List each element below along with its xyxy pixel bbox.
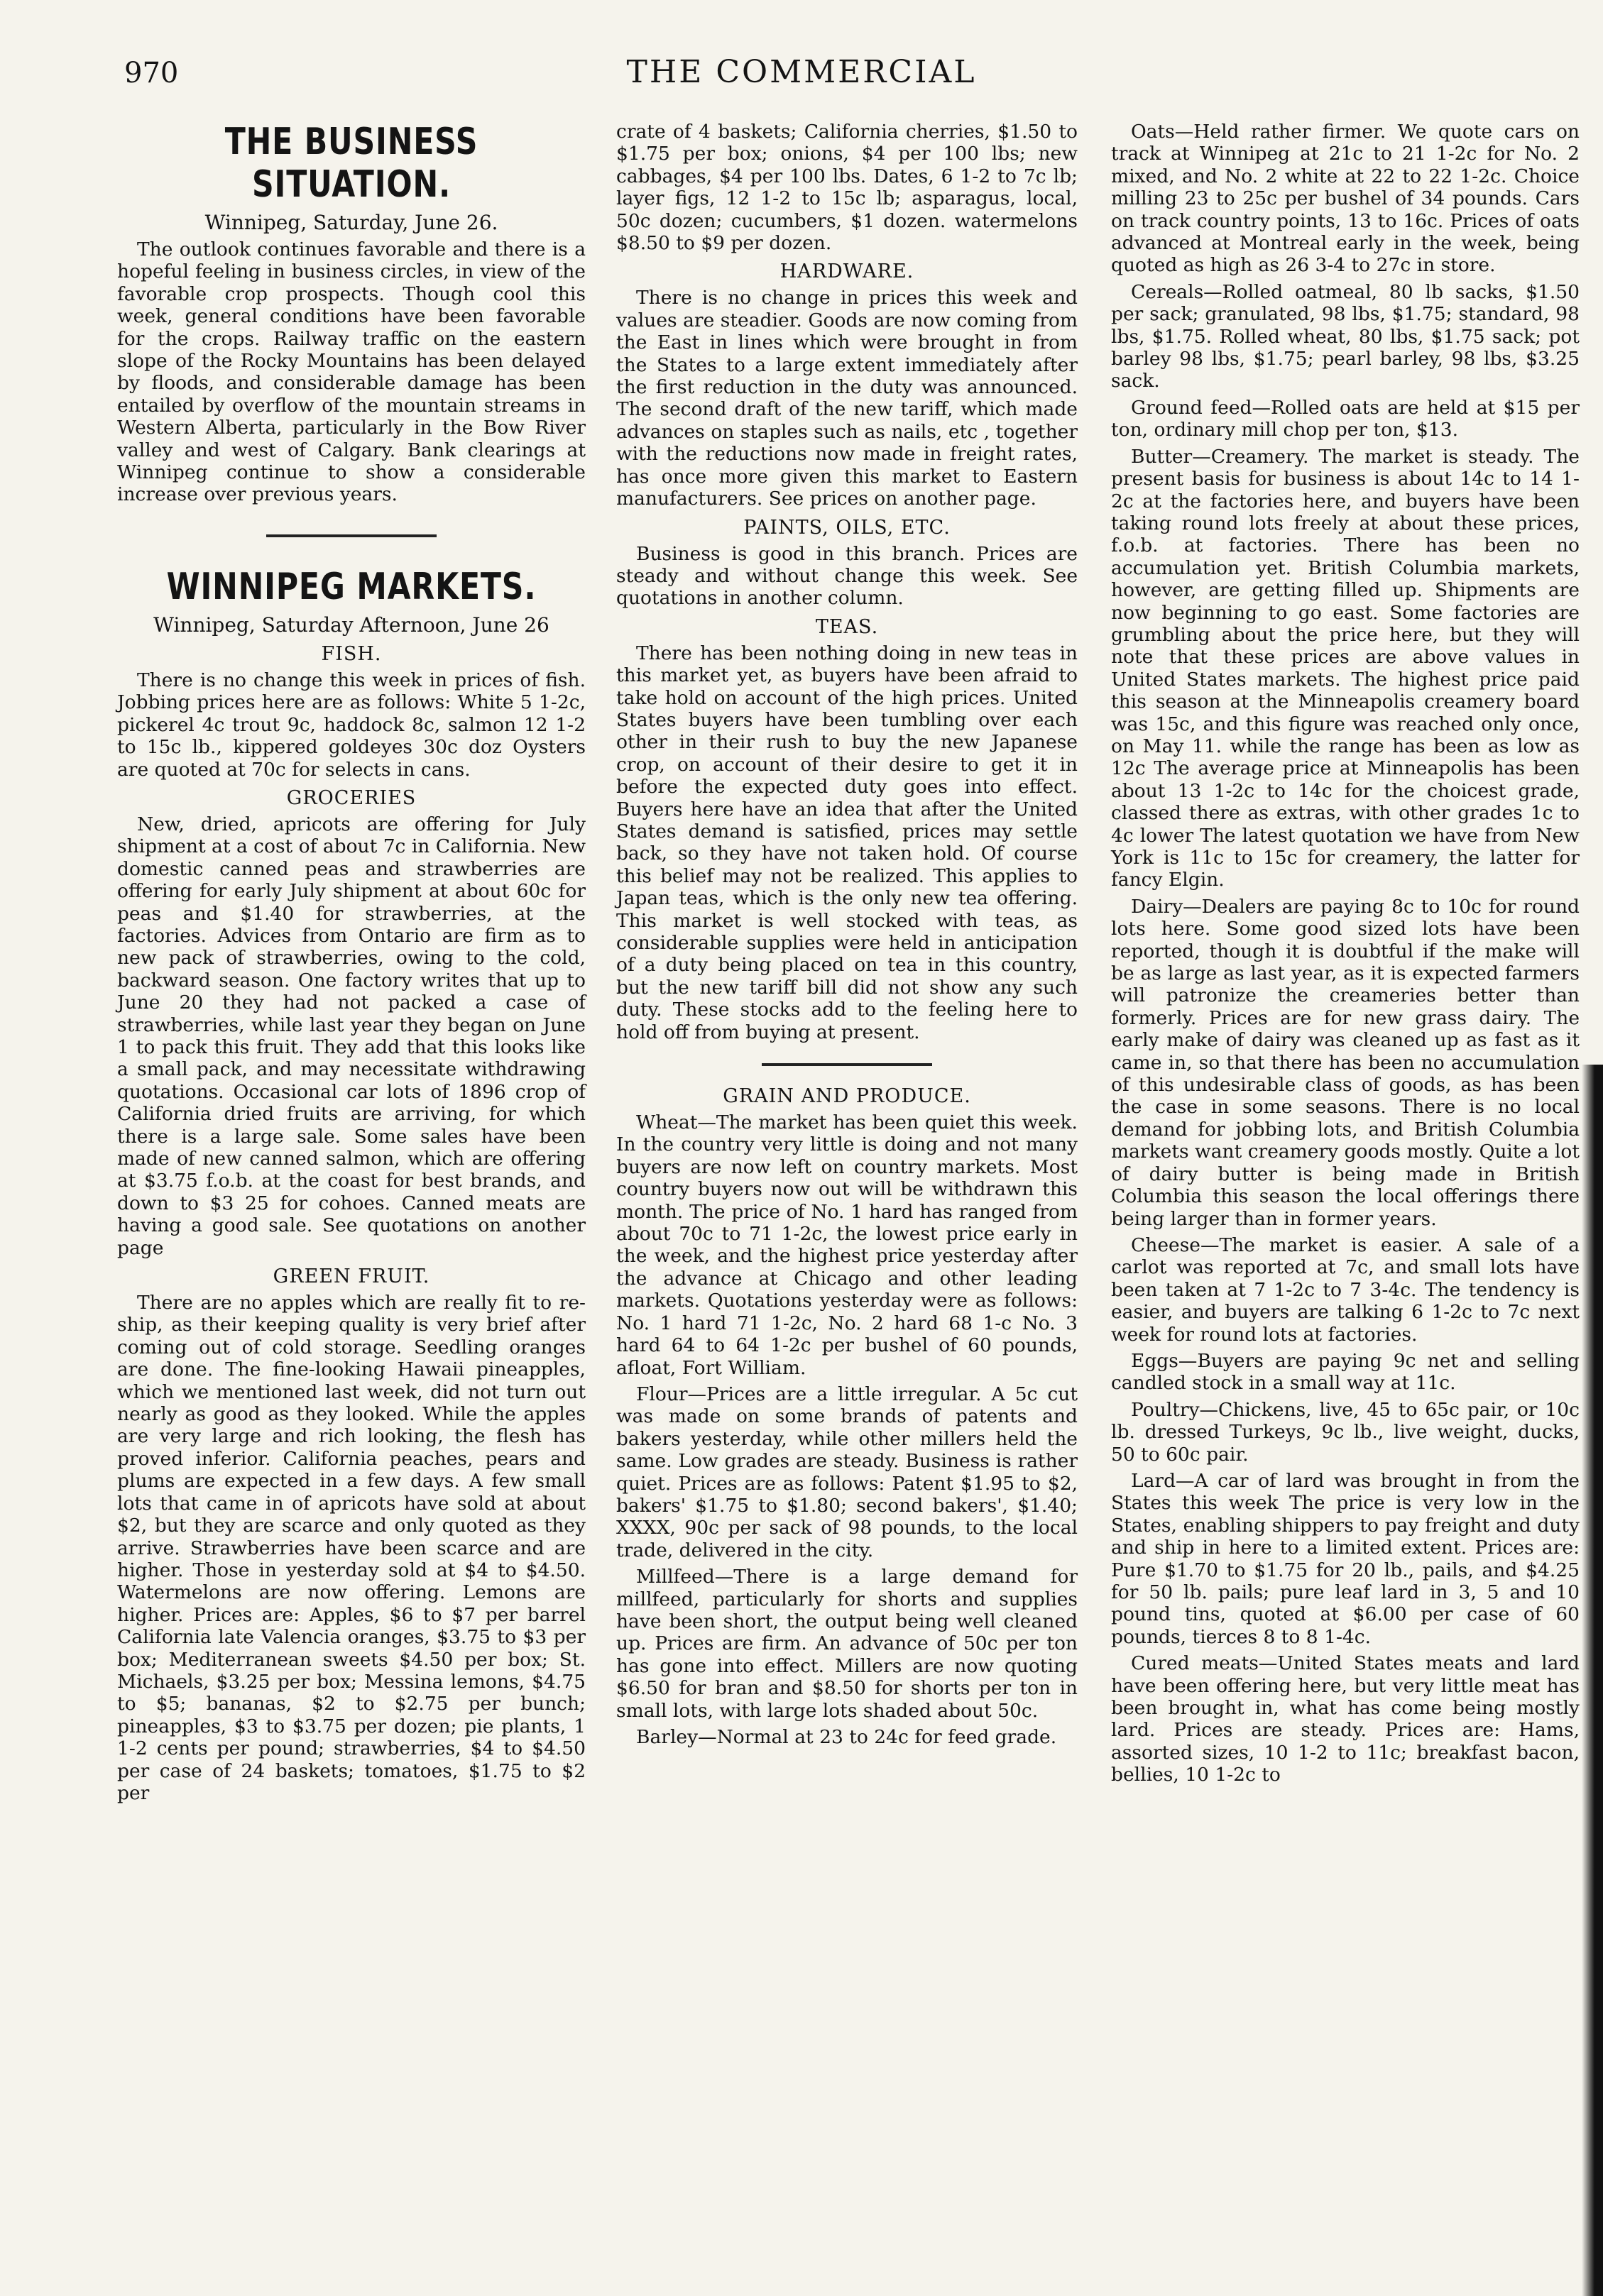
cereals-paragraph: Cereals—Rolled oatmeal, 80 lb sacks, $1.50 per sack; granulated, 98 lbs, $1.75; standard, 98 lbs, $1.75. Rolled wheat, 80 lbs, $1.75 sack; pot barley 98 lbs, $1.75; pearl barley, 98 lbs, $3.25 sack. bbox=[1111, 280, 1580, 392]
poultry-paragraph: Poultry—Chickens, live, 45 to 65c pair, or 10c lb. dressed Turkeys, 9c lb., live weight, ducks, 50 to 60c pair. bbox=[1111, 1398, 1580, 1466]
lard-paragraph: Lard—A car of lard was brought in from the States this week The price is very low in the States, enabling shippers to pay freight and duty and ship in here to a limited extent. Prices are: Pure $1.70 to $1.75 for 20 lb., pails, and $4.25 for 50 lb. pails; pure leaf lard in 3, 5 and 10 pound tins, quoted at $6.00 per case of 60 pounds, tierces 8 to 8 1-4c. bbox=[1111, 1469, 1580, 1648]
fish-subhead: FISH. bbox=[321, 642, 382, 665]
page-edge-shadow bbox=[1582, 1065, 1603, 2296]
page-header bbox=[0, 44, 1603, 108]
green-fruit-subhead: GREEN FRUIT. bbox=[273, 1265, 430, 1288]
section-divider bbox=[762, 1063, 932, 1066]
column-3 bbox=[1111, 121, 1580, 1791]
teas-subhead: TEAS. bbox=[815, 615, 879, 638]
fish-paragraph: There is no change this week in prices of fish. Jobbing prices here are as follows: White 5 1-2c, pickerel 4c trout 9c, haddock 8c, salmon 12 1-2 to 15c lb., kippered goldeyes 30c doz Oysters are quoted at 70c for selects in cans. bbox=[117, 669, 586, 781]
millfeed-paragraph: Millfeed—There is a large demand for millfeed, particularly for shorts and supplies have been short, the output being well cleaned up. Prices are firm. An advance of 50c per ton has gone into effect. Millers are now quoting $6.50 for bran and $8.50 for shorts per ton in small lots, with large lots shaded about 50c. bbox=[616, 1566, 1078, 1722]
oats-paragraph: Oats—Held rather firmer. We quote cars on track at Winnipeg at 21c to 21 1-2c for No. 2 mixed, and No. 2 white at 22 to 22 1-2c. Choice milling 23 to 25c per bushel of 34 pounds. Cars on track country points, 13 to 16c. Prices of oats advanced at Montreal early in the week, being quoted as high as 26 3-4 to 27c in store. bbox=[1111, 121, 1580, 277]
business-situation-headline: THE BUSINESS SITUATION. bbox=[224, 121, 478, 206]
paints-paragraph: Business is good in this branch. Prices are steady and without change this week. See quotations in another column. bbox=[616, 542, 1078, 610]
cured-meats-paragraph: Cured meats—United States meats and lard have been offering here, but very little meat has been brought in, what has come being mostly lard. Prices are steady. Prices are: Hams, assorted sizes, 10 1-2 to 11c; breakfast bacon, bellies, 10 1-2c to bbox=[1111, 1652, 1580, 1786]
column-1 bbox=[117, 121, 586, 1808]
section-divider bbox=[266, 534, 437, 537]
green-fruit-paragraph: There are no apples which are really fit to re-ship, as their keeping quality is very brief after coming out of cold storage. Seedling oranges are done. The fine-looking Hawaii pineapples, which we mentioned last week, did not turn out nearly as good as they looked. While the apples are very large and rich looking, the flesh has proved inferior. California peaches, pears and plums are expected in a few days. A few small lots that came in of apricots have sold at about $2, but they are scarce and only quoted as they arrive. Strawberries have been scarce and are higher. Those in yesterday sold at $4 to $4.50. Watermelons are now offering. Lemons are higher. Prices are: Apples, $6 to $7 per barrel California late Valencia oranges, $3.75 to $3 per box; Mediterranean sweets $4.50 per box; St. Michaels, $3.25 per box; Messina lemons, $4.75 to $5; bananas, $2 to $2.75 per bunch; pineapples, $3 to $3.75 per dozen; pie plants, 1 1-2 cents per pound; strawberries, $4 to $4.50 per case of 24 baskets; tomatoes, $1.75 to $2 per bbox=[117, 1292, 586, 1804]
hardware-paragraph: There is no change in prices this week and values are steadier. Goods are now coming from the East in lines which were brought in from the States to a large extent immediately after the first reduction in the duty was announced. The second draft of the new tariff, which made advances on staples such as nails, etc , together with the reductions now made in freight rates, has once more given this market to Eastern manufacturers. See prices on another page. bbox=[616, 287, 1078, 510]
groceries-subhead: GROCERIES bbox=[286, 786, 417, 809]
business-paragraph: The outlook continues favorable and there is a hopeful feeling in business circles, in view of the favorable crop prospects. Though cool this week, general conditions have been favorable for the crops. Railway traffic on the eastern slope of the Rocky Mountains has been delayed by floods, and considerable damage has been entailed by overflow of the mountain streams in Western Alberta, particularly in the Bow River valley and west of Calgary. Bank clearings at Winnipeg continue to show a considerable increase over previous years. bbox=[117, 238, 586, 506]
page-number: 970 bbox=[124, 57, 179, 89]
column-2 bbox=[616, 121, 1078, 1752]
dairy-paragraph: Dairy—Dealers are paying 8c to 10c for round lots here. Some good sized lots have been reported, though it is doubtful if the make will be as large as last year, as it is expected farmers will patronize the creameries better than formerly. Prices are for new grass dairy. The early make of dairy was cleaned up as fast as it came in, so that there has been no accumulation of this undesirable class of goods, as has been the case in some seasons. There is no local demand for jobbing lots, and British Columbia markets want creamery goods mostly. Quite a lot of dairy butter is being made in British Columbia this season the local offerings there being larger than in former years. bbox=[1111, 895, 1580, 1230]
fruit-continued-paragraph: crate of 4 baskets; California cherries, $1.50 to $1.75 per box; onions, $4 per 100 lbs; new cabbages, $4 per 100 lbs. Dates, 6 1-2 to 7c lb; layer figs, 12 1-2 to 15c lb; asparagus, local, 50c dozen; cucumbers, $1 dozen. watermelons $8.50 to $9 per dozen. bbox=[616, 121, 1078, 255]
ground-feed-paragraph: Ground feed—Rolled oats are held at $15 per ton, ordinary mill chop per ton, $13. bbox=[1111, 396, 1580, 441]
journal-title: THE COMMERCIAL bbox=[626, 54, 977, 90]
grain-produce-subhead: GRAIN AND PRODUCE. bbox=[723, 1085, 971, 1108]
eggs-paragraph: Eggs—Buyers are paying 9c net and selling candled stock in a small way at 11c. bbox=[1111, 1349, 1580, 1395]
teas-paragraph: There has been nothing doing in new teas in this market yet, as buyers have been afraid to take hold on account of the high prices. United States buyers have been tumbling over each other in their rush to buy the new Japanese crop, on account of their desire to get it in before the expected duty goes into effect. Buyers here have an idea that after the United States demand is satisfied, prices may settle back, so they have not taken hold. Of course this belief may not be realized. This applies to Japan teas, which is the only new tea offering. This market is well stocked with teas, as considerable supplies were held in anticipation of a duty being placed on tea in this country, but the new tariff bill did not show any such duty. These stocks add to the feeling here to hold off from buying at present. bbox=[616, 642, 1078, 1043]
groceries-paragraph: New, dried, apricots are offering for July shipment at a cost of about 7c in California. New domestic canned peas and strawberries are offering for early July shipment at about 60c for peas and $1.40 for strawberries, at the factories. Advices from Ontario are firm as to new pack of strawberries, owing to the cold, backward season. One factory writes that up to June 20 they had not packed a case of strawberries, while last year they began on June 1 to pack this fruit. They add that this looks like a small pack, and may necessitate withdrawing quotations. Occasional car lots of 1896 crop of California dried fruits are arriving, for which there is a large sale. Some sales have been made of new canned salmon, which are offering at $3.75 f.o.b. at the coast for best brands, and down to $3 25 for cohoes. Canned meats are having a good sale. See quotations on another page bbox=[117, 813, 586, 1259]
barley-paragraph: Barley—Normal at 23 to 24c for feed grade. bbox=[636, 1726, 1057, 1748]
winnipeg-markets-headline: WINNIPEG MARKETS. bbox=[166, 565, 537, 608]
wheat-paragraph: Wheat—The market has been quiet this week. In the country very little is doing and not many buyers are now left on country markets. Most country buyers now out will be withdrawn this month. The price of No. 1 hard has ranged from about 70c to 71 1-2c, the lowest price early in the week, and the highest price yesterday after the advance at Chicago and other leading markets. Quotations yesterday were as follows: No. 1 hard 71 1-2c, No. 2 hard 68 1-c No. 3 hard 64 to 64 1-2c per bushel of 60 pounds, afloat, Fort William. bbox=[616, 1111, 1078, 1379]
markets-dateline: Winnipeg, Saturday Afternoon, June 26 bbox=[153, 613, 549, 637]
butter-paragraph: Butter—Creamery. The market is steady. The present basis for business is about 14c to 14 1-2c at the factories here, and buyers have been taking round lots freely at about these prices, f.o.b. at factories. There has been no accumulation yet. British Columbia markets, however, are getting filled up. Shipments are now beginning to go east. Some factories are grumbling about the price here, but they will note that these prices are above values in United States markets. The highest price paid this season at the Minneapolis creamery board was 15c, and this figure was reached only once, on May 11. while the range has been as low as 12c The average price at Minneapolis has been about 13 1-2c to 14c for the choicest grade, classed there as extras, with other grades 1c to 4c lower The latest quotation we have from New York is 11c to 15c for creamery, the latter for fancy Elgin. bbox=[1111, 445, 1580, 891]
business-dateline: Winnipeg, Saturday, June 26. bbox=[204, 211, 498, 234]
paints-subhead: PAINTS, OILS, ETC. bbox=[743, 516, 951, 539]
hardware-subhead: HARDWARE. bbox=[779, 260, 914, 283]
flour-paragraph: Flour—Prices are a little irregular. A 5c cut was made on some brands of patents and bakers yesterday, while other millers held the same. Low grades are steady. Business is rather quiet. Prices are as follows: Patent $1.95 to $2, bakers' $1.75 to $1.80; second bakers', $1.40; XXXX, 90c per sack of 98 pounds, to the local trade, delivered in the city. bbox=[616, 1383, 1078, 1561]
cheese-paragraph: Cheese—The market is easier. A sale of a carlot was reported at 7c, and small lots have been taken at 7 1-2c to 7 3-4c. The tendency is easier, and buyers are talking 6 1-2c to 7c next week for round lots at factories. bbox=[1111, 1234, 1580, 1346]
